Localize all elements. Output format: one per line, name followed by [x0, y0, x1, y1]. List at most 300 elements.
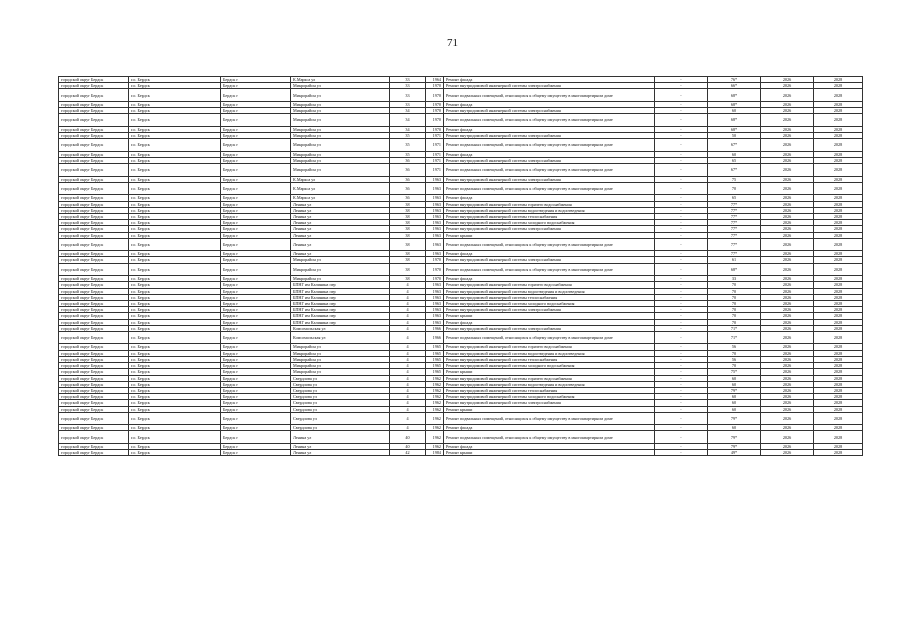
house-number-cell: 4 — [390, 356, 426, 362]
start-year-cell: 2026 — [761, 164, 814, 177]
year-built-cell: 1971 — [426, 164, 444, 177]
municipality-cell: городской округ Бердск — [59, 89, 129, 102]
work-type-cell: Ремонт внутридомовой инженерной системы горячего водоснабжения — [444, 375, 655, 381]
repair-schedule-table — [58, 76, 863, 456]
dash-cell: - — [655, 77, 708, 83]
house-number-cell: 35 — [390, 151, 426, 157]
street-cell: Свердлова ул — [291, 375, 390, 381]
cost-cell: 71* — [708, 325, 761, 331]
settlement-cell: г.о. Бердск — [129, 263, 221, 276]
house-number-cell: 4 — [390, 425, 426, 431]
end-year-cell: 2028 — [814, 425, 863, 431]
cost-cell: 70 — [708, 300, 761, 306]
dash-cell: - — [655, 220, 708, 226]
settlement-cell: г.о. Бердск — [129, 126, 221, 132]
table-row — [59, 331, 863, 344]
year-built-cell: 1962 — [426, 381, 444, 387]
street-cell: Ленина ул — [291, 213, 390, 219]
start-year-cell: 2026 — [761, 363, 814, 369]
cost-cell: 71* — [708, 331, 761, 344]
start-year-cell: 2026 — [761, 207, 814, 213]
locality-cell: Бердск г — [221, 151, 291, 157]
dash-cell: - — [655, 101, 708, 107]
settlement-cell: г.о. Бердск — [129, 381, 221, 387]
work-type-cell: Ремонт фасада — [444, 126, 655, 132]
dash-cell: - — [655, 394, 708, 400]
year-built-cell: 1970 — [426, 114, 444, 127]
locality-cell: Бердск г — [221, 263, 291, 276]
year-built-cell: 1965 — [426, 356, 444, 362]
municipality-cell: городской округ Бердск — [59, 300, 129, 306]
house-number-cell: 38 — [390, 276, 426, 282]
work-type-cell: Ремонт фасада — [444, 319, 655, 325]
start-year-cell: 2026 — [761, 450, 814, 456]
start-year-cell: 2026 — [761, 226, 814, 232]
year-built-cell: 1963 — [426, 251, 444, 257]
end-year-cell: 2028 — [814, 387, 863, 393]
cost-cell: 66* — [708, 83, 761, 89]
work-type-cell: Ремонт фасада — [444, 425, 655, 431]
dash-cell: - — [655, 356, 708, 362]
locality-cell: Бердск г — [221, 288, 291, 294]
house-number-cell: 4 — [390, 400, 426, 406]
settlement-cell: г.о. Бердск — [129, 394, 221, 400]
year-built-cell: 1971 — [426, 133, 444, 139]
settlement-cell: г.о. Бердск — [129, 425, 221, 431]
cost-cell: 77* — [708, 232, 761, 238]
work-type-cell: Ремонт фасада — [444, 443, 655, 449]
dash-cell: - — [655, 257, 708, 263]
end-year-cell: 2028 — [814, 307, 863, 313]
locality-cell: Бердск г — [221, 363, 291, 369]
cost-cell: 50 — [708, 133, 761, 139]
cost-cell: 60 — [708, 394, 761, 400]
street-cell: Микрорайон ул — [291, 363, 390, 369]
year-built-cell: 1970 — [426, 83, 444, 89]
table-row — [59, 263, 863, 276]
municipality-cell: городской округ Бердск — [59, 213, 129, 219]
dash-cell: - — [655, 207, 708, 213]
municipality-cell: городской округ Бердск — [59, 412, 129, 425]
end-year-cell: 2028 — [814, 176, 863, 182]
house-number-cell: 35 — [390, 133, 426, 139]
settlement-cell: г.о. Бердск — [129, 251, 221, 257]
work-type-cell: Ремонт крыши — [444, 369, 655, 375]
settlement-cell: г.о. Бердск — [129, 257, 221, 263]
street-cell: Ленина ул — [291, 207, 390, 213]
house-number-cell: 36 — [390, 164, 426, 177]
settlement-cell: г.о. Бердск — [129, 213, 221, 219]
municipality-cell: городской округ Бердск — [59, 406, 129, 412]
start-year-cell: 2026 — [761, 282, 814, 288]
dash-cell: - — [655, 226, 708, 232]
end-year-cell: 2028 — [814, 101, 863, 107]
street-cell: Микрорайон ул — [291, 133, 390, 139]
start-year-cell: 2026 — [761, 375, 814, 381]
municipality-cell: городской округ Бердск — [59, 176, 129, 182]
start-year-cell: 2026 — [761, 300, 814, 306]
work-type-cell: Ремонт внутридомовой инженерной системы электроснабжения — [444, 133, 655, 139]
year-built-cell: 1966 — [426, 325, 444, 331]
municipality-cell: городской округ Бердск — [59, 195, 129, 201]
cost-cell: 68* — [708, 89, 761, 102]
locality-cell: Бердск г — [221, 350, 291, 356]
street-cell: Ленина ул — [291, 251, 390, 257]
house-number-cell: 4 — [390, 344, 426, 350]
dash-cell: - — [655, 288, 708, 294]
house-number-cell: 42 — [390, 450, 426, 456]
settlement-cell: г.о. Бердск — [129, 443, 221, 449]
locality-cell: Бердск г — [221, 182, 291, 195]
municipality-cell: городской округ Бердск — [59, 431, 129, 444]
locality-cell: Бердск г — [221, 114, 291, 127]
dash-cell: - — [655, 294, 708, 300]
start-year-cell: 2026 — [761, 176, 814, 182]
end-year-cell: 2028 — [814, 276, 863, 282]
year-built-cell: 1970 — [426, 257, 444, 263]
municipality-cell: городской округ Бердск — [59, 282, 129, 288]
work-type-cell: Ремонт внутридомовой инженерной системы горячего водоснабжения — [444, 282, 655, 288]
start-year-cell: 2026 — [761, 238, 814, 251]
work-type-cell: Ремонт крыши — [444, 406, 655, 412]
street-cell: Свердлова ул — [291, 394, 390, 400]
year-built-cell: 1962 — [426, 431, 444, 444]
street-cell: Микрорайон ул — [291, 263, 390, 276]
settlement-cell: г.о. Бердск — [129, 157, 221, 163]
start-year-cell: 2026 — [761, 257, 814, 263]
start-year-cell: 2026 — [761, 381, 814, 387]
cost-cell: 70 — [708, 294, 761, 300]
year-built-cell: 1970 — [426, 126, 444, 132]
cost-cell: 77* — [708, 220, 761, 226]
start-year-cell: 2026 — [761, 387, 814, 393]
end-year-cell: 2028 — [814, 412, 863, 425]
cost-cell: 70 — [708, 288, 761, 294]
municipality-cell: городской округ Бердск — [59, 263, 129, 276]
dash-cell: - — [655, 151, 708, 157]
cost-cell: 49* — [708, 450, 761, 456]
end-year-cell: 2028 — [814, 450, 863, 456]
cost-cell: 33 — [708, 276, 761, 282]
settlement-cell: г.о. Бердск — [129, 226, 221, 232]
locality-cell: Бердск г — [221, 381, 291, 387]
year-built-cell: 1963 — [426, 307, 444, 313]
dash-cell: - — [655, 133, 708, 139]
house-number-cell: 4 — [390, 369, 426, 375]
municipality-cell: городской округ Бердск — [59, 226, 129, 232]
house-number-cell: 38 — [390, 232, 426, 238]
house-number-cell: 36 — [390, 176, 426, 182]
year-built-cell: 1963 — [426, 313, 444, 319]
cost-cell: 77* — [708, 213, 761, 219]
year-built-cell: 1962 — [426, 412, 444, 425]
locality-cell: Бердск г — [221, 412, 291, 425]
street-cell: БПНГ им Калинина пер — [291, 300, 390, 306]
year-built-cell: 1963 — [426, 195, 444, 201]
street-cell: БПНГ им Калинина пер — [291, 282, 390, 288]
work-type-cell: Ремонт подвальных помещений, относящихся к общему имуществу в многоквартирном доме — [444, 263, 655, 276]
start-year-cell: 2026 — [761, 232, 814, 238]
house-number-cell: 4 — [390, 313, 426, 319]
dash-cell: - — [655, 108, 708, 114]
cost-cell: 68* — [708, 114, 761, 127]
year-built-cell: 1963 — [426, 300, 444, 306]
work-type-cell: Ремонт подвальных помещений, относящихся к общему имуществу в многоквартирном доме — [444, 412, 655, 425]
work-type-cell: Ремонт внутридомовой инженерной системы теплоснабжения — [444, 294, 655, 300]
municipality-cell: городской округ Бердск — [59, 276, 129, 282]
cost-cell: 67* — [708, 139, 761, 152]
street-cell: Микрорайон ул — [291, 151, 390, 157]
locality-cell: Бердск г — [221, 276, 291, 282]
municipality-cell: городской округ Бердск — [59, 139, 129, 152]
settlement-cell: г.о. Бердск — [129, 83, 221, 89]
year-built-cell: 1970 — [426, 89, 444, 102]
house-number-cell: 4 — [390, 319, 426, 325]
house-number-cell: 33 — [390, 89, 426, 102]
municipality-cell: городской округ Бердск — [59, 108, 129, 114]
settlement-cell: г.о. Бердск — [129, 313, 221, 319]
locality-cell: Бердск г — [221, 394, 291, 400]
municipality-cell: городской округ Бердск — [59, 182, 129, 195]
locality-cell: Бердск г — [221, 139, 291, 152]
end-year-cell: 2028 — [814, 288, 863, 294]
work-type-cell: Ремонт внутридомовой инженерной системы электроснабжения — [444, 176, 655, 182]
street-cell: Микрорайон ул — [291, 356, 390, 362]
start-year-cell: 2026 — [761, 83, 814, 89]
settlement-cell: г.о. Бердск — [129, 207, 221, 213]
cost-cell: 77* — [708, 201, 761, 207]
cost-cell: 61 — [708, 257, 761, 263]
dash-cell: - — [655, 195, 708, 201]
house-number-cell: 38 — [390, 207, 426, 213]
cost-cell: 76* — [708, 77, 761, 83]
start-year-cell: 2026 — [761, 313, 814, 319]
end-year-cell: 2028 — [814, 406, 863, 412]
dash-cell: - — [655, 300, 708, 306]
street-cell: Свердлова ул — [291, 387, 390, 393]
start-year-cell: 2026 — [761, 77, 814, 83]
start-year-cell: 2026 — [761, 294, 814, 300]
street-cell: Свердлова ул — [291, 425, 390, 431]
work-type-cell: Ремонт крыши — [444, 232, 655, 238]
year-built-cell: 1962 — [426, 394, 444, 400]
house-number-cell: 4 — [390, 363, 426, 369]
municipality-cell: городской округ Бердск — [59, 313, 129, 319]
settlement-cell: г.о. Бердск — [129, 344, 221, 350]
dash-cell: - — [655, 164, 708, 177]
start-year-cell: 2026 — [761, 108, 814, 114]
dash-cell: - — [655, 201, 708, 207]
work-type-cell: Ремонт внутридомовой инженерной системы теплоснабжения — [444, 356, 655, 362]
end-year-cell: 2028 — [814, 207, 863, 213]
house-number-cell: 4 — [390, 350, 426, 356]
end-year-cell: 2028 — [814, 375, 863, 381]
locality-cell: Бердск г — [221, 195, 291, 201]
year-built-cell: 1965 — [426, 344, 444, 350]
end-year-cell: 2028 — [814, 238, 863, 251]
house-number-cell: 40 — [390, 443, 426, 449]
cost-cell: 75 — [708, 176, 761, 182]
street-cell: Ленина ул — [291, 238, 390, 251]
street-cell: БПНГ им Калинина пер — [291, 307, 390, 313]
street-cell: Ленина ул — [291, 226, 390, 232]
street-cell: Микрорайон ул — [291, 139, 390, 152]
municipality-cell: городской округ Бердск — [59, 425, 129, 431]
year-built-cell: 1970 — [426, 101, 444, 107]
street-cell: Ленина ул — [291, 201, 390, 207]
house-number-cell: 38 — [390, 238, 426, 251]
end-year-cell: 2028 — [814, 195, 863, 201]
dash-cell: - — [655, 126, 708, 132]
street-cell: Свердлова ул — [291, 400, 390, 406]
locality-cell: Бердск г — [221, 213, 291, 219]
street-cell: Микрорайон ул — [291, 157, 390, 163]
end-year-cell: 2028 — [814, 83, 863, 89]
year-built-cell: 1962 — [426, 400, 444, 406]
house-number-cell: 33 — [390, 101, 426, 107]
municipality-cell: городской округ Бердск — [59, 288, 129, 294]
year-built-cell: 1984 — [426, 450, 444, 456]
start-year-cell: 2026 — [761, 331, 814, 344]
locality-cell: Бердск г — [221, 294, 291, 300]
work-type-cell: Ремонт внутридомовой инженерной системы электроснабжения — [444, 226, 655, 232]
work-type-cell: Ремонт внутридомовой инженерной системы электроснабжения — [444, 257, 655, 263]
settlement-cell: г.о. Бердск — [129, 307, 221, 313]
locality-cell: Бердск г — [221, 319, 291, 325]
dash-cell: - — [655, 331, 708, 344]
house-number-cell: 4 — [390, 375, 426, 381]
cost-cell: 70 — [708, 350, 761, 356]
house-number-cell: 4 — [390, 282, 426, 288]
street-cell: Свердлова ул — [291, 406, 390, 412]
locality-cell: Бердск г — [221, 307, 291, 313]
year-built-cell: 1971 — [426, 151, 444, 157]
work-type-cell: Ремонт внутридомовой инженерной системы холодного водоснабжения — [444, 300, 655, 306]
year-built-cell: 1965 — [426, 369, 444, 375]
dash-cell: - — [655, 387, 708, 393]
municipality-cell: городской округ Бердск — [59, 369, 129, 375]
street-cell: БПНГ им Калинина пер — [291, 294, 390, 300]
settlement-cell: г.о. Бердск — [129, 375, 221, 381]
table-row — [59, 139, 863, 152]
settlement-cell: г.о. Бердск — [129, 412, 221, 425]
cost-cell: 70 — [708, 313, 761, 319]
dash-cell: - — [655, 176, 708, 182]
end-year-cell: 2028 — [814, 443, 863, 449]
settlement-cell: г.о. Бердск — [129, 114, 221, 127]
settlement-cell: г.о. Бердск — [129, 89, 221, 102]
street-cell: Комсомольская ул — [291, 325, 390, 331]
municipality-cell: городской округ Бердск — [59, 387, 129, 393]
street-cell: Микрорайон ул — [291, 369, 390, 375]
start-year-cell: 2026 — [761, 406, 814, 412]
work-type-cell: Ремонт внутридомовой инженерной системы теплоснабжения — [444, 387, 655, 393]
settlement-cell: г.о. Бердск — [129, 176, 221, 182]
locality-cell: Бердск г — [221, 431, 291, 444]
start-year-cell: 2026 — [761, 139, 814, 152]
work-type-cell: Ремонт внутридомовой инженерной системы водоотведения и водоотведения — [444, 288, 655, 294]
house-number-cell: 38 — [390, 251, 426, 257]
locality-cell: Бердск г — [221, 157, 291, 163]
cost-cell: 60 — [708, 400, 761, 406]
settlement-cell: г.о. Бердск — [129, 369, 221, 375]
start-year-cell: 2026 — [761, 443, 814, 449]
street-cell: К.Маркса ул — [291, 195, 390, 201]
work-type-cell: Ремонт внутридомовой инженерной системы электроснабжения — [444, 400, 655, 406]
end-year-cell: 2028 — [814, 344, 863, 350]
municipality-cell: городской округ Бердск — [59, 101, 129, 107]
end-year-cell: 2028 — [814, 220, 863, 226]
locality-cell: Бердск г — [221, 400, 291, 406]
end-year-cell: 2028 — [814, 350, 863, 356]
cost-cell: 60 — [708, 375, 761, 381]
start-year-cell: 2026 — [761, 350, 814, 356]
table-row — [59, 238, 863, 251]
end-year-cell: 2028 — [814, 381, 863, 387]
work-type-cell: Ремонт фасада — [444, 251, 655, 257]
house-number-cell: 4 — [390, 288, 426, 294]
municipality-cell: городской округ Бердск — [59, 157, 129, 163]
cost-cell: 70 — [708, 182, 761, 195]
end-year-cell: 2028 — [814, 232, 863, 238]
dash-cell: - — [655, 375, 708, 381]
municipality-cell: городской округ Бердск — [59, 450, 129, 456]
year-built-cell: 1963 — [426, 176, 444, 182]
settlement-cell: г.о. Бердск — [129, 406, 221, 412]
year-built-cell: 1971 — [426, 157, 444, 163]
cost-cell: 60 — [708, 425, 761, 431]
locality-cell: Бердск г — [221, 387, 291, 393]
start-year-cell: 2026 — [761, 344, 814, 350]
house-number-cell: 38 — [390, 263, 426, 276]
end-year-cell: 2028 — [814, 313, 863, 319]
locality-cell: Бердск г — [221, 443, 291, 449]
locality-cell: Бердск г — [221, 108, 291, 114]
dash-cell: - — [655, 276, 708, 282]
cost-cell: 70 — [708, 319, 761, 325]
table-body — [59, 77, 863, 456]
start-year-cell: 2026 — [761, 288, 814, 294]
end-year-cell: 2028 — [814, 164, 863, 177]
dash-cell: - — [655, 344, 708, 350]
settlement-cell: г.о. Бердск — [129, 232, 221, 238]
dash-cell: - — [655, 307, 708, 313]
street-cell: К.Маркса ул — [291, 182, 390, 195]
locality-cell: Бердск г — [221, 425, 291, 431]
end-year-cell: 2028 — [814, 157, 863, 163]
dash-cell: - — [655, 251, 708, 257]
start-year-cell: 2026 — [761, 182, 814, 195]
cost-cell: 79* — [708, 412, 761, 425]
locality-cell: Бердск г — [221, 232, 291, 238]
house-number-cell: 4 — [390, 300, 426, 306]
locality-cell: Бердск г — [221, 133, 291, 139]
work-type-cell: Ремонт фасада — [444, 101, 655, 107]
house-number-cell: 4 — [390, 331, 426, 344]
house-number-cell: 34 — [390, 108, 426, 114]
cost-cell: 60 — [708, 108, 761, 114]
house-number-cell: 36 — [390, 157, 426, 163]
locality-cell: Бердск г — [221, 375, 291, 381]
house-number-cell: 4 — [390, 294, 426, 300]
municipality-cell: городской округ Бердск — [59, 307, 129, 313]
house-number-cell: 33 — [390, 77, 426, 83]
start-year-cell: 2026 — [761, 394, 814, 400]
house-number-cell: 38 — [390, 213, 426, 219]
year-built-cell: 1965 — [426, 363, 444, 369]
municipality-cell: городской округ Бердск — [59, 126, 129, 132]
start-year-cell: 2026 — [761, 356, 814, 362]
